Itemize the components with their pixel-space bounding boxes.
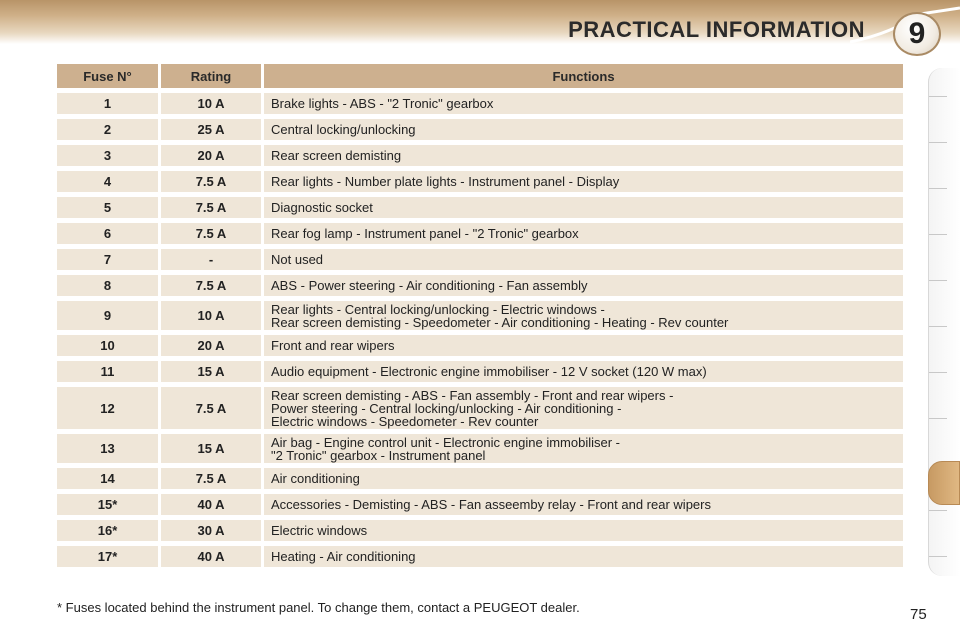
header-functions: Functions — [264, 64, 903, 88]
function-line: Rear screen demisting - ABS - Fan assembly - Front and rear wipers - — [271, 387, 674, 403]
table-row — [57, 119, 903, 140]
fuse-number-cell: 10 — [57, 335, 158, 356]
functions-cell — [264, 335, 903, 356]
table-row — [57, 494, 903, 515]
table-row — [57, 468, 903, 489]
header-fuse-number: Fuse N° — [57, 64, 158, 88]
table-row — [57, 387, 903, 429]
table-row — [57, 275, 903, 296]
page-number: 75 — [910, 606, 927, 623]
footnote: * Fuses located behind the instrument panel. To change them, contact a PEUGEOT dealer. — [57, 600, 580, 615]
rating-cell: 30 A — [161, 520, 261, 541]
functions-cell — [264, 145, 903, 166]
rating-cell: 10 A — [161, 93, 261, 114]
function-line: Air conditioning — [271, 471, 360, 486]
functions-cell — [264, 275, 903, 296]
functions-cell — [264, 520, 903, 541]
rating-cell: 20 A — [161, 145, 261, 166]
rating-cell: 40 A — [161, 494, 261, 515]
tab-divider — [929, 280, 947, 281]
rating-cell: 7.5 A — [161, 171, 261, 192]
function-line: Rear fog lamp - Instrument panel - "2 Tronic" gearbox — [271, 226, 579, 241]
function-line: ABS - Power steering - Air conditioning - Fan assembly — [271, 278, 588, 293]
page-title: PRACTICAL INFORMATION — [568, 17, 865, 42]
function-line: Rear screen demisting - Speedometer - Air conditioning - Heating - Rev counter — [271, 314, 729, 330]
functions-cell — [264, 119, 903, 140]
fuse-number-cell: 13 — [57, 434, 158, 463]
table-row — [57, 223, 903, 244]
fuse-number-cell: 16* — [57, 520, 158, 541]
tab-divider — [929, 234, 947, 235]
fuse-number-cell: 2 — [57, 119, 158, 140]
table-row — [57, 434, 903, 463]
function-line: Audio equipment - Electronic engine immobiliser - 12 V socket (120 W max) — [271, 364, 707, 379]
table-row — [57, 301, 903, 330]
fuse-number-cell: 9 — [57, 301, 158, 330]
fuse-number-cell: 17* — [57, 546, 158, 567]
fuse-number-cell: 8 — [57, 275, 158, 296]
chapter-tab-active[interactable] — [928, 461, 960, 505]
function-line: Electric windows — [271, 523, 368, 538]
rating-cell: 7.5 A — [161, 223, 261, 244]
rating-cell: 7.5 A — [161, 275, 261, 296]
function-line: Electric windows - Speedometer - Rev counter — [271, 413, 539, 429]
function-line: Rear screen demisting — [271, 148, 402, 163]
function-line: "2 Tronic" gearbox - Instrument panel — [271, 447, 486, 463]
table-row — [57, 335, 903, 356]
rating-cell: 40 A — [161, 546, 261, 567]
fuse-number-cell: 15* — [57, 494, 158, 515]
tab-divider — [929, 510, 947, 511]
table-row — [57, 197, 903, 218]
functions-cell — [264, 494, 903, 515]
rating-cell: - — [161, 249, 261, 270]
header-rating: Rating — [161, 64, 261, 88]
table-row — [57, 361, 903, 382]
table-row — [57, 171, 903, 192]
function-line: Power steering - Central locking/unlocking - Air conditioning - — [271, 400, 622, 416]
functions-cell — [264, 197, 903, 218]
table-header-row — [57, 64, 903, 88]
tab-divider — [929, 372, 947, 373]
function-line: Not used — [271, 252, 324, 267]
functions-cell — [264, 434, 903, 463]
rating-cell: 15 A — [161, 361, 261, 382]
fuse-number-cell: 7 — [57, 249, 158, 270]
function-line: Rear lights - Number plate lights - Instrument panel - Display — [271, 174, 620, 189]
function-line: Diagnostic socket — [271, 200, 373, 215]
functions-cell — [264, 249, 903, 270]
fuse-number-cell: 1 — [57, 93, 158, 114]
function-line: Brake lights - ABS - "2 Tronic" gearbox — [271, 96, 494, 111]
function-line: Accessories - Demisting - ABS - Fan asseemby relay - Front and rear wipers — [271, 497, 711, 512]
fuse-table — [54, 59, 906, 572]
functions-cell — [264, 468, 903, 489]
functions-cell — [264, 223, 903, 244]
fuse-number-cell: 5 — [57, 197, 158, 218]
fuse-number-cell: 14 — [57, 468, 158, 489]
fuse-number-cell: 11 — [57, 361, 158, 382]
table-row — [57, 93, 903, 114]
function-line: Central locking/unlocking — [271, 122, 416, 137]
functions-cell — [264, 546, 903, 567]
tab-divider — [929, 188, 947, 189]
functions-cell — [264, 387, 903, 429]
table-row — [57, 546, 903, 567]
table-row — [57, 520, 903, 541]
function-line: Heating - Air conditioning — [271, 549, 416, 564]
functions-cell — [264, 301, 903, 330]
function-line: Front and rear wipers — [271, 338, 395, 353]
functions-cell — [264, 361, 903, 382]
tab-divider — [929, 326, 947, 327]
fuse-number-cell: 3 — [57, 145, 158, 166]
rating-cell: 7.5 A — [161, 197, 261, 218]
chapter-badge: 9 — [893, 12, 941, 56]
function-line: Air bag - Engine control unit - Electronic engine immobiliser - — [271, 434, 620, 450]
tab-divider — [929, 142, 947, 143]
table-row — [57, 249, 903, 270]
rating-cell: 7.5 A — [161, 387, 261, 429]
fuse-number-cell: 12 — [57, 387, 158, 429]
rating-cell: 10 A — [161, 301, 261, 330]
function-line: Rear lights - Central locking/unlocking - Electric windows - — [271, 301, 605, 317]
functions-cell — [264, 171, 903, 192]
functions-cell — [264, 93, 903, 114]
table-body — [57, 93, 903, 567]
rating-cell: 7.5 A — [161, 468, 261, 489]
tab-divider — [929, 556, 947, 557]
rating-cell: 20 A — [161, 335, 261, 356]
rating-cell: 15 A — [161, 434, 261, 463]
tab-divider — [929, 418, 947, 419]
table-row — [57, 145, 903, 166]
fuse-number-cell: 6 — [57, 223, 158, 244]
fuse-number-cell: 4 — [57, 171, 158, 192]
rating-cell: 25 A — [161, 119, 261, 140]
tab-divider — [929, 96, 947, 97]
